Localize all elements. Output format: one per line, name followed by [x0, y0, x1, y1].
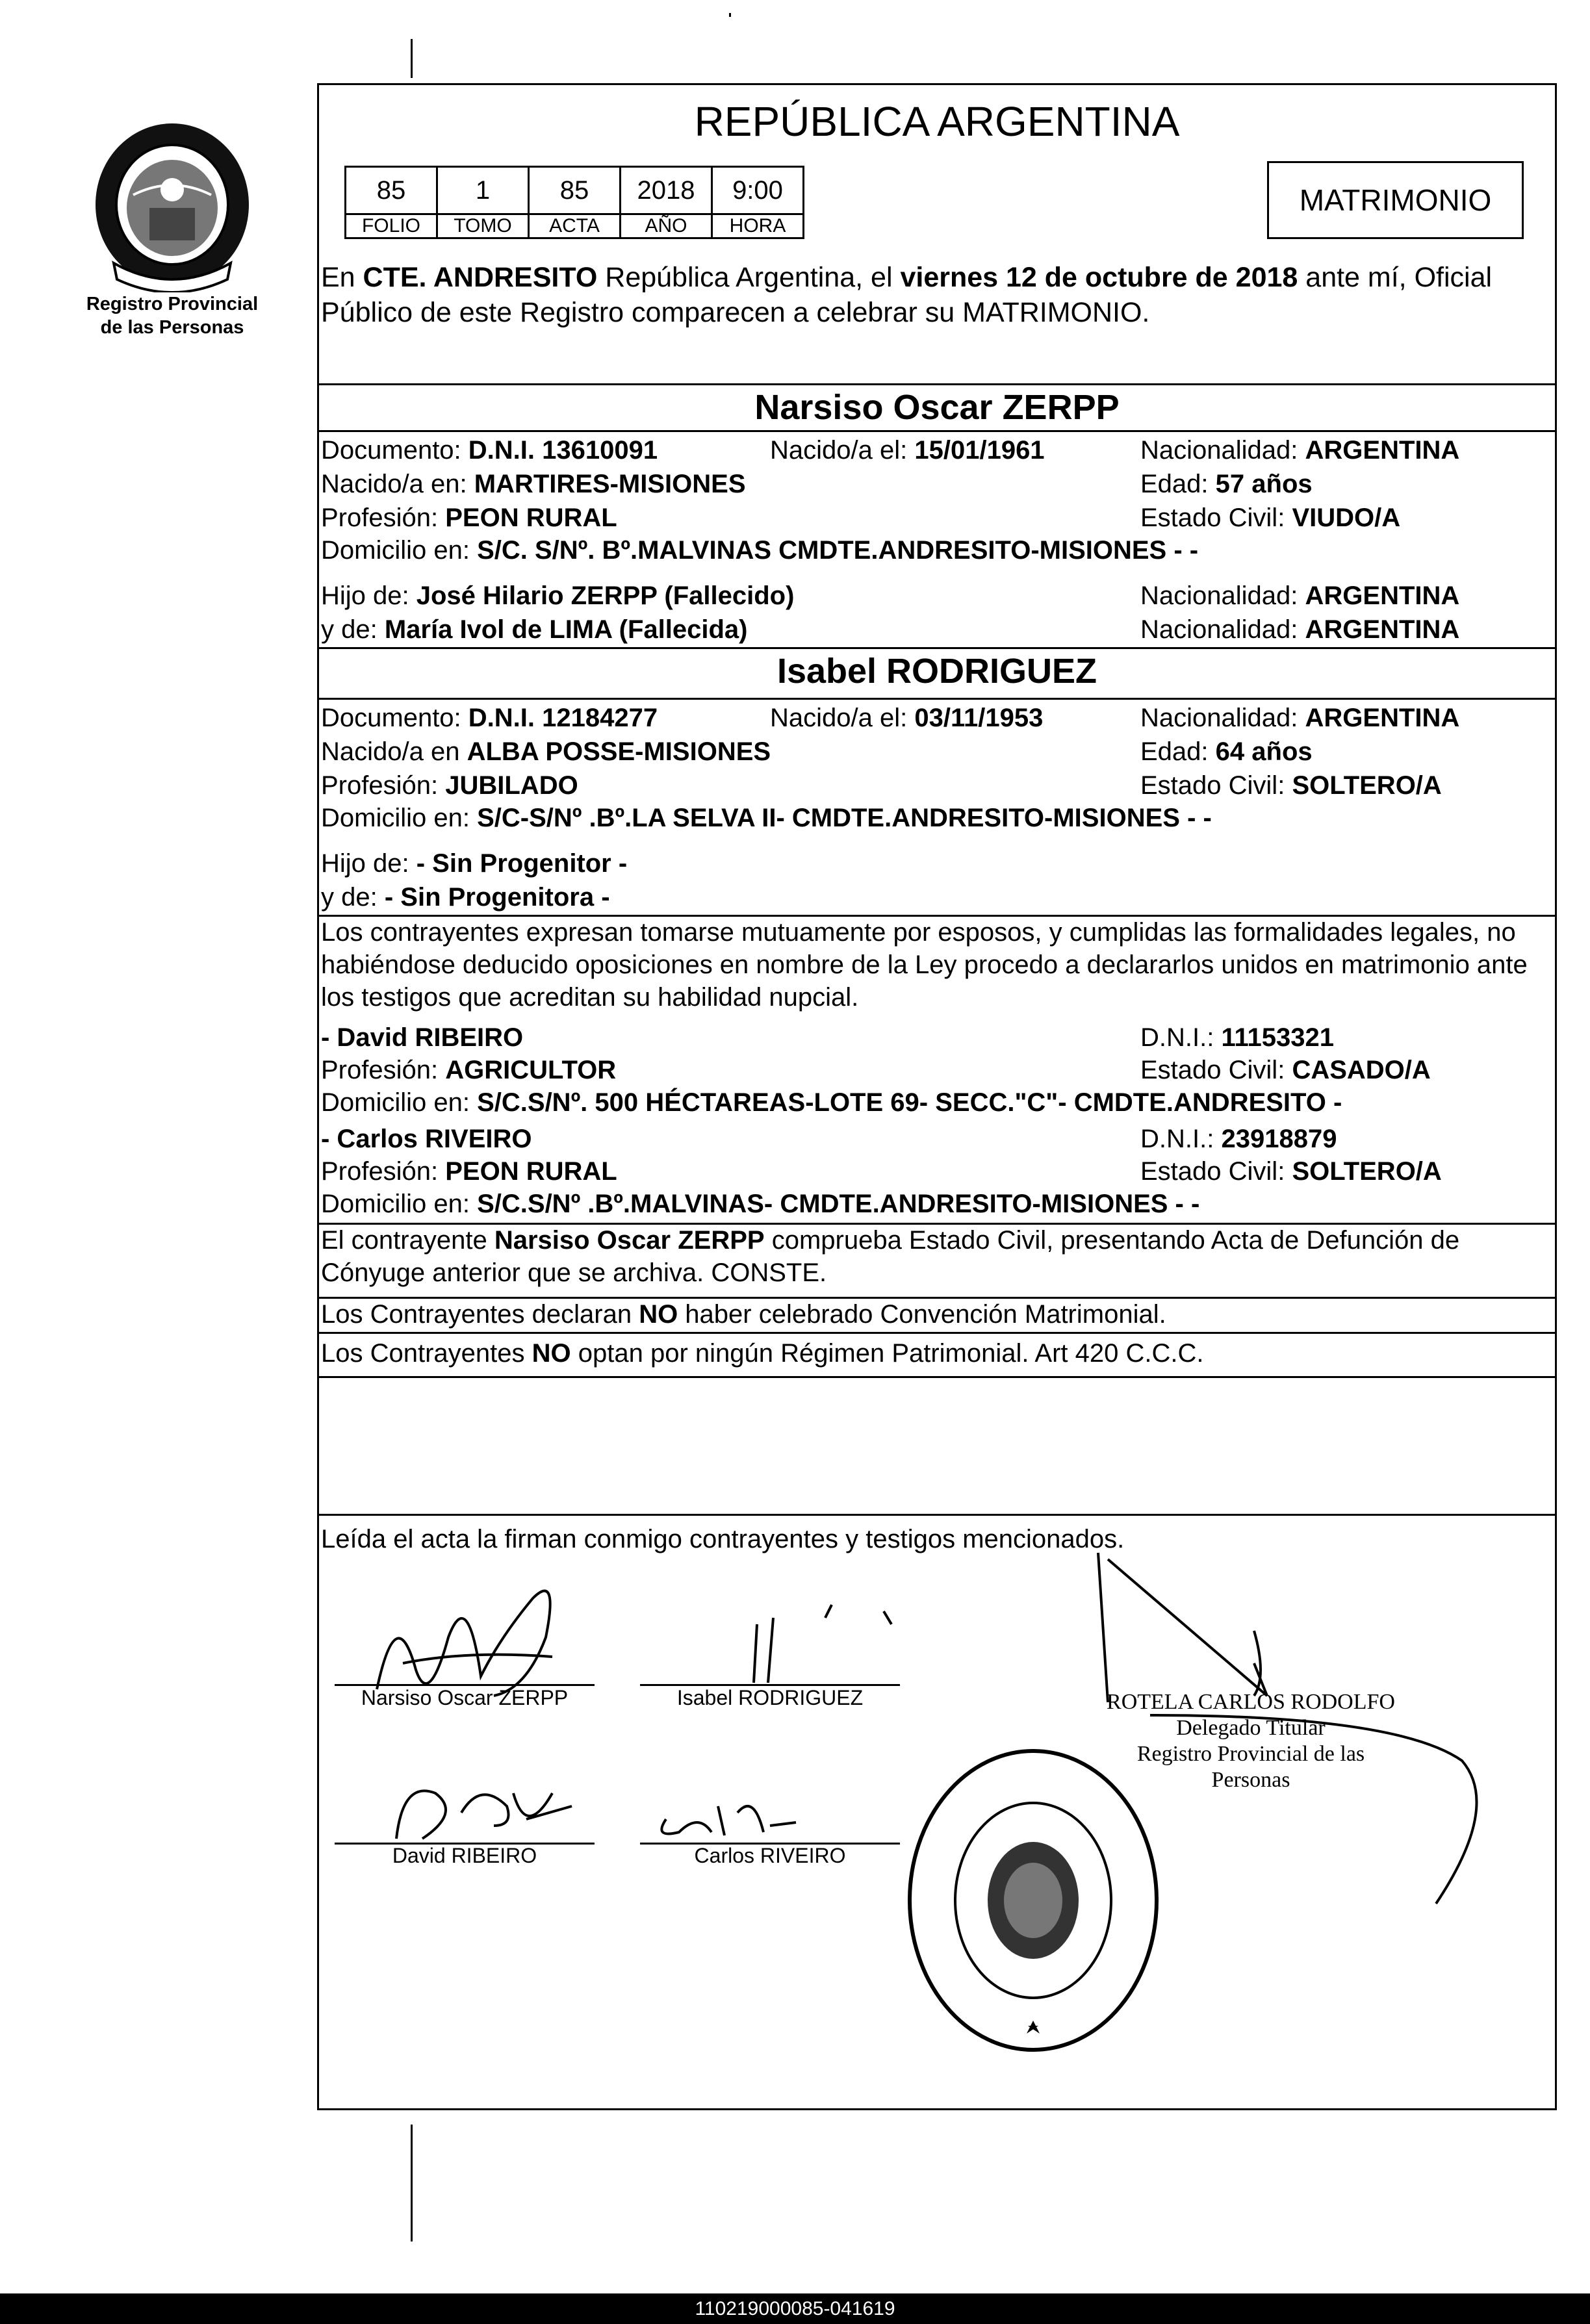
folio-label: FOLIO	[346, 214, 437, 238]
label: Nacido/a en	[321, 737, 460, 766]
label: Domicilio en:	[321, 1088, 470, 1117]
intro-place: CTE. ANDRESITO	[363, 262, 598, 293]
logo-caption-line1: Registro Provincial	[86, 294, 259, 314]
signature-caption-witness2: Carlos RIVEIRO	[694, 1844, 846, 1867]
convention-text: optan por ningún Régimen Patrimonial. Art 420 C.C.C.	[571, 1339, 1204, 1368]
scan-mark	[729, 13, 731, 17]
divider	[317, 1376, 1557, 1378]
divider	[317, 1332, 1557, 1334]
witness2-dni	[1140, 1123, 1337, 1155]
convention-line1	[321, 1298, 1166, 1331]
spouse1-father	[321, 580, 794, 612]
folio-value: 85	[346, 167, 437, 214]
label: Profesión:	[321, 1056, 439, 1084]
hour-label: HORA	[712, 214, 804, 238]
witness1-profession	[321, 1054, 616, 1086]
convention-text: haber celebrado Convención Matrimonial.	[678, 1300, 1166, 1329]
label: Profesión:	[321, 771, 439, 800]
note-text: comprueba Estado Civil, presentando Acta de Defunción de	[764, 1226, 1460, 1255]
note-text: El contrayente	[321, 1226, 494, 1255]
label: Nacido/a el:	[770, 436, 908, 465]
acta-label: ACTA	[529, 214, 621, 238]
value: AGRICULTOR	[445, 1056, 617, 1084]
value: S/C-S/Nº .Bº.LA SELVA II- CMDTE.ANDRESITO-MISIONES - -	[477, 804, 1212, 832]
witness1-dni	[1140, 1021, 1334, 1054]
label: Estado Civil:	[1140, 1056, 1285, 1084]
value: S/C.S/Nº. 500 HÉCTAREAS-LOTE 69- SECC."C"- CMDTE.ANDRESITO -	[477, 1088, 1342, 1117]
spouse2-father	[321, 847, 627, 880]
spouse2-birthdate	[770, 702, 1043, 734]
value: PEON RURAL	[445, 1157, 617, 1186]
label: Estado Civil:	[1140, 1157, 1285, 1186]
divider	[317, 647, 1557, 649]
page-title: REPÚBLICA ARGENTINA	[694, 98, 1180, 145]
label: Nacionalidad:	[1140, 704, 1298, 732]
declaration-line3: los testigos que acreditan su habilidad nupcial.	[321, 983, 859, 1012]
witness1-name: - David RIBEIRO	[321, 1023, 524, 1052]
divider	[317, 698, 1557, 700]
value: José Hilario ZERPP (Fallecido)	[416, 581, 795, 610]
act-type-box: MATRIMONIO	[1267, 161, 1524, 239]
witness1-address	[321, 1086, 1342, 1119]
intro-line2: Público de este Registro comparecen a celebrar su MATRIMONIO.	[321, 297, 1150, 328]
value: S/C. S/Nº. Bº.MALVINAS CMDTE.ANDRESITO-MISIONES - -	[477, 536, 1199, 565]
spouse2-name: Isabel RODRIGUEZ	[776, 652, 1097, 691]
label: Domicilio en:	[321, 804, 470, 832]
scan-mark	[411, 39, 413, 78]
spouse2-nationality	[1140, 702, 1459, 734]
declaration-line1: Los contrayentes expresan tomarse mutuamente por esposos, y cumplidas las formalidades legales, no	[321, 918, 1516, 947]
label: Domicilio en:	[321, 1190, 470, 1218]
value: María Ivol de LIMA (Fallecida)	[384, 615, 748, 644]
label: Profesión:	[321, 504, 439, 532]
officer-office: Registro Provincial de las Personas	[1136, 1742, 1365, 1792]
value: ARGENTINA	[1305, 436, 1460, 465]
convention-text: Los Contrayentes declaran	[321, 1300, 639, 1329]
registry-table	[344, 166, 804, 239]
label: Edad:	[1140, 470, 1209, 498]
hour-value: 9:00	[712, 167, 804, 214]
value: ARGENTINA	[1305, 581, 1460, 610]
label: Nacido/a el:	[770, 704, 908, 732]
intro-text: República Argentina, el	[597, 262, 901, 293]
intro-line1	[321, 260, 1492, 295]
value: MARTIRES-MISIONES	[474, 470, 746, 498]
label: Edad:	[1140, 737, 1209, 766]
officer-title: Delegado Titular	[1176, 1716, 1326, 1740]
value: 15/01/1961	[914, 436, 1045, 465]
value: PEON RURAL	[445, 504, 617, 532]
registry-logo	[65, 117, 279, 339]
spouse1-mother-nationality	[1140, 613, 1459, 646]
value: 57 años	[1215, 470, 1313, 498]
scan-mark	[411, 2125, 413, 2241]
value: D.N.I. 13610091	[468, 436, 658, 465]
note-line1	[321, 1224, 1459, 1257]
officer-name: ROTELA CARLOS RODOLFO	[1107, 1690, 1395, 1714]
label: Nacionalidad:	[1140, 581, 1298, 610]
value: 11153321	[1221, 1023, 1335, 1052]
spouse1-mother	[321, 613, 747, 646]
logo-caption	[65, 292, 279, 339]
value: D.N.I. 12184277	[468, 704, 658, 732]
label: Estado Civil:	[1140, 504, 1285, 532]
intro-date: viernes 12 de octubre de 2018	[900, 262, 1298, 293]
document-barcode-id: 110219000085-041619	[0, 2293, 1590, 2324]
signature-scribble-3	[364, 1767, 598, 1845]
tomo-value: 1	[437, 167, 529, 214]
divider	[317, 383, 1557, 385]
value: 64 años	[1215, 737, 1313, 766]
witness2-address	[321, 1188, 1199, 1220]
spouse1-birthdate	[770, 434, 1045, 466]
label: y de:	[321, 615, 378, 644]
spouse1-father-nationality	[1140, 580, 1459, 612]
value: ARGENTINA	[1305, 615, 1460, 644]
note-line2: Cónyuge anterior que se archiva. CONSTE.	[321, 1258, 827, 1287]
convention-text: Los Contrayentes	[321, 1339, 532, 1368]
witness2-civil-status	[1140, 1155, 1442, 1188]
spouse1-name: Narsiso Oscar ZERPP	[754, 388, 1120, 427]
declaration-line2: habiéndose deducido oposiciones en nombre de la Ley procedo a declararlos unidos en matrimonio ante	[321, 951, 1528, 979]
value: 23918879	[1221, 1125, 1337, 1153]
note-name: Narsiso Oscar ZERPP	[494, 1226, 765, 1255]
signature-caption-spouse2: Isabel RODRIGUEZ	[676, 1686, 864, 1709]
spouse1-birthplace	[321, 468, 746, 500]
divider	[317, 430, 1557, 432]
spouse2-birthplace	[321, 735, 771, 768]
tomo-label: TOMO	[437, 214, 529, 238]
label: Domicilio en:	[321, 536, 470, 565]
year-value: 2018	[621, 167, 712, 214]
label: y de:	[321, 883, 378, 912]
value: SOLTERO/A	[1292, 771, 1442, 800]
label: Documento:	[321, 436, 461, 465]
label: Estado Civil:	[1140, 771, 1285, 800]
office-seal	[903, 1741, 1163, 2060]
witness1-civil-status	[1140, 1054, 1431, 1086]
spouse1-document	[321, 434, 658, 466]
spouse2-profession	[321, 769, 578, 802]
spouse1-nationality	[1140, 434, 1459, 466]
spouse1-profession	[321, 502, 617, 534]
value: ARGENTINA	[1305, 704, 1460, 732]
value: SOLTERO/A	[1292, 1157, 1442, 1186]
spouse2-address	[321, 802, 1212, 834]
label: Hijo de:	[321, 849, 409, 878]
year-label: AÑO	[621, 214, 712, 238]
label: Nacionalidad:	[1140, 615, 1298, 644]
signature-scribble-4	[640, 1780, 835, 1845]
acta-value: 85	[529, 167, 621, 214]
divider	[317, 1514, 1557, 1516]
value: VIUDO/A	[1292, 504, 1401, 532]
spouse1-civil-status	[1140, 502, 1400, 534]
convention-line2	[321, 1337, 1204, 1370]
value: ALBA POSSE-MISIONES	[467, 737, 771, 766]
signature-intro: Leída el acta la firman conmigo contrayentes y testigos mencionados.	[321, 1525, 1125, 1553]
witness2-profession	[321, 1155, 617, 1188]
label: Nacido/a en:	[321, 470, 467, 498]
label: Hijo de:	[321, 581, 409, 610]
label: D.N.I.:	[1140, 1125, 1214, 1153]
coat-of-arms-emblem	[88, 117, 257, 292]
spouse2-age	[1140, 735, 1313, 768]
logo-caption-line2: de las Personas	[100, 317, 244, 338]
signature-caption-spouse1: Narsiso Oscar ZERPP	[361, 1686, 569, 1709]
signature-scribble-2	[728, 1598, 923, 1689]
value: CASADO/A	[1292, 1056, 1431, 1084]
value: JUBILADO	[445, 771, 578, 800]
value: 03/11/1953	[914, 704, 1044, 732]
label: Documento:	[321, 704, 461, 732]
spouse1-age	[1140, 468, 1313, 500]
spouse2-civil-status	[1140, 769, 1442, 802]
witness2-name: - Carlos RIVEIRO	[321, 1125, 532, 1153]
label: D.N.I.:	[1140, 1023, 1214, 1052]
signature-caption-witness1: David RIBEIRO	[392, 1844, 537, 1867]
value: - Sin Progenitora -	[384, 883, 610, 912]
convention-no: NO	[639, 1300, 678, 1329]
value: S/C.S/Nº .Bº.MALVINAS- CMDTE.ANDRESITO-MISIONES - -	[477, 1190, 1200, 1218]
intro-text: ante mí, Oficial	[1298, 262, 1493, 293]
spouse2-document	[321, 702, 658, 734]
value: - Sin Progenitor -	[416, 849, 628, 878]
label: Nacionalidad:	[1140, 436, 1298, 465]
intro-text: En	[321, 262, 363, 293]
spouse2-mother	[321, 881, 610, 913]
label: Profesión:	[321, 1157, 439, 1186]
spouse1-address	[321, 534, 1198, 567]
convention-no: NO	[532, 1339, 571, 1368]
